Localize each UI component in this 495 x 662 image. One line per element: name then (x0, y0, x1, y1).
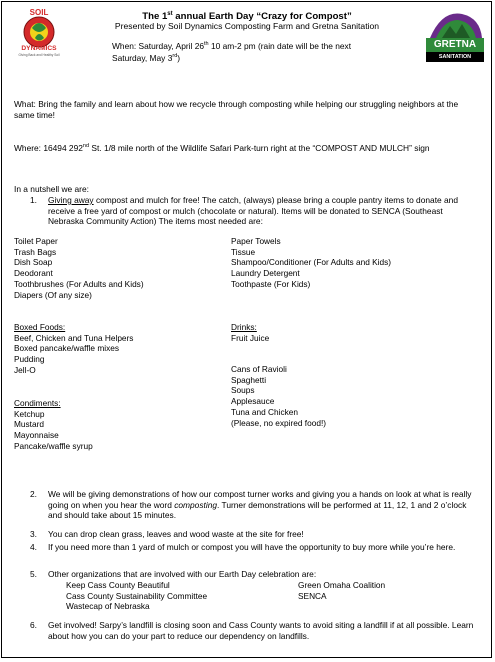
list-item-1: 1. Giving away compost and mulch for free! The catch, (always) please bring a couple pantry items to donate and receive a free yard of compost or mulch (chocolate or natural). Items will be donated to SENCA (Southeast Nebraska Community Action) The items most needed are: (30, 195, 458, 227)
event-where: Where: 16494 292nd St. 1/8 mile north of the Wildlife Safari Park-turn right at the “COMPOST AND MULCH” sign (14, 142, 430, 153)
composting-emphasis: composting (174, 499, 218, 510)
list-item-4: 4. If you need more than 1 yard of mulch or compost you will have the opportunity to buy more while you’re here. (30, 542, 456, 552)
list-item-2: 2. We will be giving demonstrations of how our compost turner works and giving you a hands on look at what is really going on when you hear the word composting. Turner demonstrations will be performed at 11, 12, 1 and 2 o’clock and should take about 15 minutes. (30, 489, 472, 521)
list-item: Pudding (14, 354, 45, 365)
list-item-3: 3. You can drop clean grass, leaves and wood waste at the site for free! (30, 529, 304, 539)
drinks-list (231, 322, 269, 343)
flyer-page (1, 1, 492, 658)
drinks-heading: Drinks: (231, 322, 257, 332)
list-item: Green Omaha Coalition (298, 580, 386, 590)
list-item-6: 6. Get involved! Sarpy’s landfill is closing soon and Cass County wants to avoid siting a landfill if at all possible. Learn about how you can do your part to reduce our dependency on landfills. (30, 620, 474, 641)
list-item: Tuna and Chicken (231, 406, 299, 417)
needs-list-right (231, 236, 391, 290)
list-item: Keep Cass County Beautiful (66, 580, 170, 590)
list-item: Cass County Sustainability Committee (66, 590, 208, 601)
organizations-left (66, 580, 207, 612)
list-item: Deodorant (14, 268, 53, 279)
list-item: Fruit Juice (231, 332, 270, 343)
list-item: Paper Towels (231, 236, 281, 246)
list-item: Mustard (14, 419, 44, 430)
list-item: Mayonnaise (14, 430, 59, 441)
list-item: Soups (231, 385, 255, 396)
condiments-list (14, 398, 93, 452)
page-title: The 1st annual Earth Day “Crazy for Compost” (142, 11, 352, 23)
list-item-5: 5. Other organizations that are involved with our Earth Day celebration are: (30, 569, 317, 579)
list-item: Wastecap of Nebraska (66, 601, 150, 612)
condiments-heading: Condiments: (14, 398, 61, 408)
logo-word-gretna: GRETNA (433, 39, 477, 50)
list-item: SENCA (298, 590, 327, 601)
event-what: What: Bring the family and learn about how we recycle through composting while helping our struggling neighbors at the same time! (14, 99, 459, 120)
boxed-foods-heading: Boxed Foods: (14, 322, 66, 332)
list-item: Tissue (231, 246, 256, 257)
list-item: Spaghetti (231, 374, 267, 385)
list-item: Cans of Ravioli (231, 364, 287, 374)
list-item: Ketchup (14, 408, 45, 419)
list-item: Pancake/waffle syrup (14, 440, 93, 451)
event-when: When: Saturday, April 26th 10 am-2 pm (rain date will be the next Saturday, May 3rd) (112, 40, 352, 64)
list-item: Toilet Paper (14, 236, 58, 246)
needs-list-left (14, 236, 144, 300)
organizations-right (298, 580, 385, 601)
list-item: Beef, Chicken and Tuna Helpers (14, 332, 134, 343)
list-item: Dish Soap (14, 257, 53, 268)
logo-word-sanitation: SANITATION (438, 54, 472, 60)
logo-tagline: Giving Back and Healthy Soil (18, 53, 60, 57)
soil-dynamics-logo (8, 8, 70, 60)
list-item: Toothpaste (For Kids) (231, 278, 311, 289)
logo-word-soil: SOIL (29, 8, 49, 17)
canned-foods-list (231, 364, 326, 428)
list-item: Applesauce (231, 396, 275, 407)
logo-word-dynamics: DYNAMICS (21, 45, 57, 52)
boxed-foods-list (14, 322, 133, 376)
list-item: Jell-O (14, 364, 36, 375)
list-item: Boxed pancake/waffle mixes (14, 343, 119, 354)
page-subtitle: Presented by Soil Dynamics Composting Farm and Gretna Sanitation (114, 21, 380, 31)
list-item: Toothbrushes (For Adults and Kids) (14, 278, 144, 289)
list-item: (Please, no expired food!) (231, 417, 327, 428)
list-item: Shampoo/Conditioner (For Adults and Kids) (231, 257, 392, 268)
list-item: Diapers (Of any size) (14, 289, 92, 300)
list-item: Laundry Detergent (231, 268, 300, 279)
giving-away-emphasis: Giving away (48, 195, 94, 205)
nutshell-heading: In a nutshell we are: (14, 184, 89, 194)
list-item: Trash Bags (14, 246, 57, 257)
gretna-sanitation-logo (422, 8, 488, 66)
